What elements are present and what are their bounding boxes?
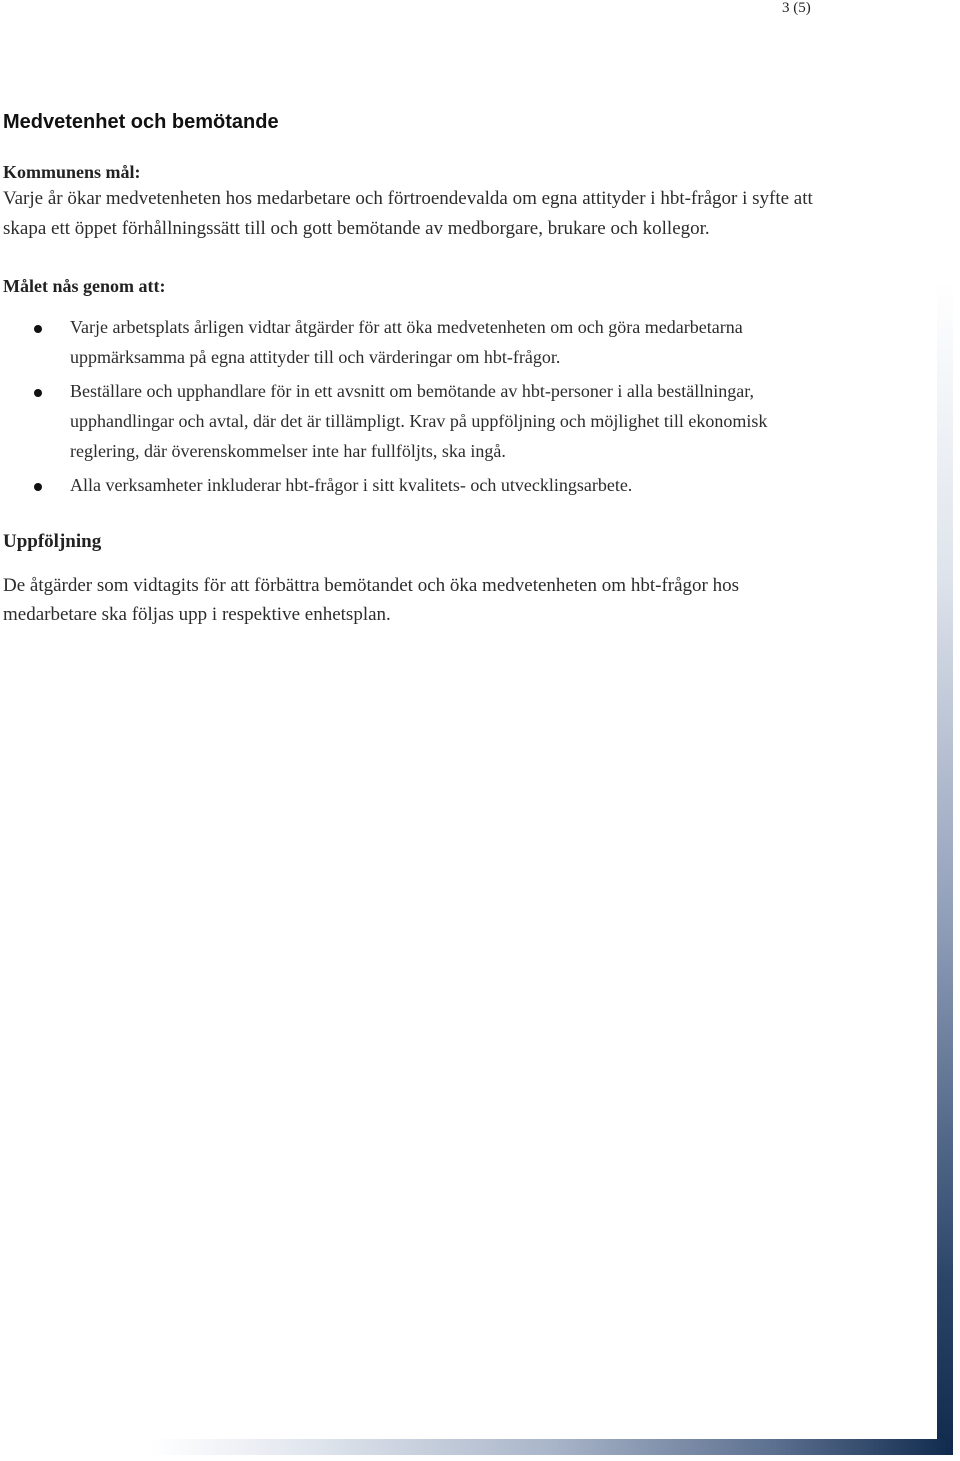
bullet-icon xyxy=(34,389,42,397)
bullet-icon xyxy=(34,483,42,491)
method-heading: Målet nås genom att: xyxy=(3,276,166,296)
document-body xyxy=(3,108,833,630)
page-shadow-right xyxy=(937,280,953,1455)
list-item-text: Alla verksamheter inkluderar hbt-frågor i sitt kvalitets- och utvecklingsarbete. xyxy=(70,475,633,495)
followup-text: De åtgärder som vidtagits för att förbättra bemötandet och öka medvetenheten om hbt-frågor hos medarbetare ska följas upp i respektive enhetsplan. xyxy=(3,574,739,626)
list-item-text: Varje arbetsplats årligen vidtar åtgärder för att öka medvetenheten om och göra medarbetarna uppmärksamma på egna attityder till och värderingar om hbt-frågor. xyxy=(70,317,743,367)
page-shadow-bottom xyxy=(150,1439,953,1455)
page-number: 3 (5) xyxy=(782,0,811,16)
list-item-text: Beställare och upphandlare för in ett avsnitt om bemötande av hbt-personer i alla beställningar, upphandlingar och avtal, där det är tillämpligt. Krav på uppföljning och möjlighet till ekonomisk reglering, där överenskommelser inte har fullföljts, ska ingå. xyxy=(70,381,768,461)
followup-heading: Uppföljning xyxy=(3,531,102,552)
list-item xyxy=(3,312,833,372)
list-item xyxy=(3,470,833,500)
list-item xyxy=(3,376,833,466)
goal-heading: Kommunens mål: xyxy=(3,162,141,182)
goal-text: Varje år ökar medvetenheten hos medarbetare och förtroendevalda om egna attityder i hbt-frågor i syfte att skapa ett öppet förhållningssätt till och gott bemötande av medborgare, brukare och kollegor. xyxy=(3,188,813,239)
section-title: Medvetenhet och bemötande xyxy=(3,111,279,133)
bullet-icon xyxy=(34,325,42,333)
method-list xyxy=(3,312,833,500)
